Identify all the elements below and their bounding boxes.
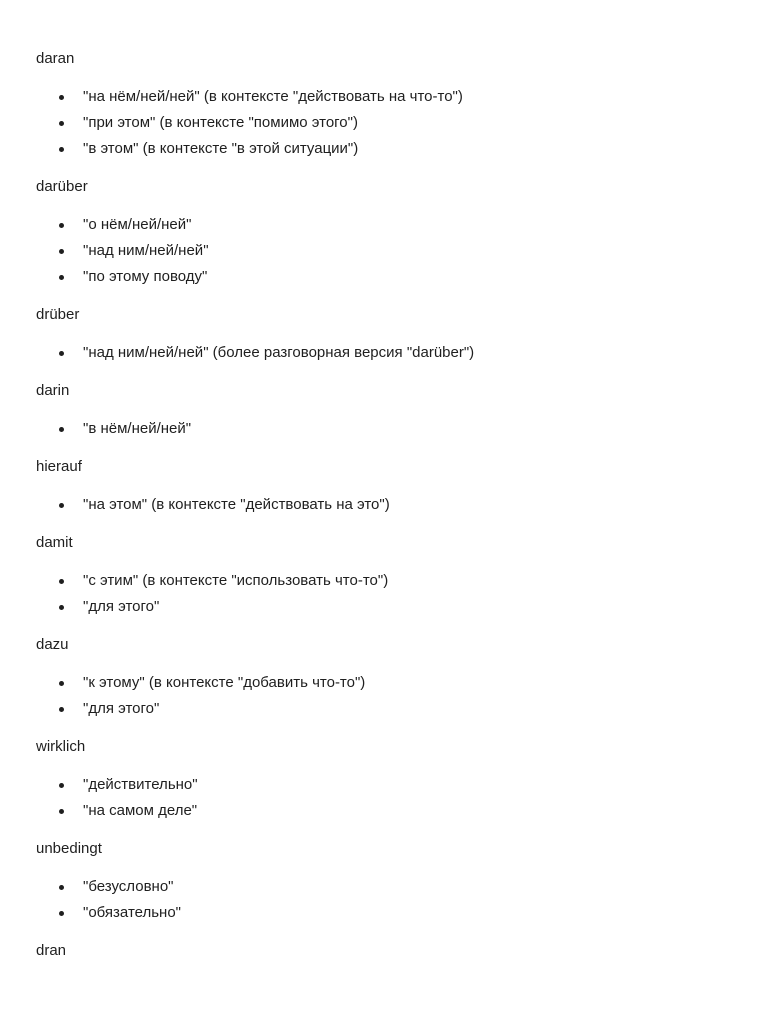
glossary-entry [36, 839, 736, 923]
definition-item [36, 267, 736, 287]
glossary-entry [36, 457, 736, 515]
bullet-icon [59, 681, 64, 686]
definition-list [36, 877, 736, 923]
definition-item [36, 597, 736, 617]
glossary-entry [36, 737, 736, 821]
definition-item [36, 877, 736, 897]
definition-text: "безусловно" [83, 878, 174, 895]
definition-text: "для этого" [83, 700, 160, 717]
bullet-icon [59, 809, 64, 814]
definition-text: "в этом" (в контексте "в этой ситуации") [83, 140, 359, 157]
definition-text: "в нём/ней/ней" [83, 420, 192, 437]
glossary-entry [36, 533, 736, 617]
glossary-entry [36, 941, 736, 961]
definition-item [36, 215, 736, 235]
definition-item [36, 495, 736, 515]
definition-list [36, 87, 736, 159]
definition-item [36, 801, 736, 821]
bullet-icon [59, 911, 64, 916]
entry-term: damit [36, 534, 73, 551]
entry-list [36, 49, 736, 961]
definition-item [36, 571, 736, 591]
definition-text: "на самом деле" [83, 802, 198, 819]
definition-text: "к этому" (в контексте "добавить что-то") [83, 674, 366, 691]
glossary-entry [36, 381, 736, 439]
bullet-icon [59, 223, 64, 228]
entry-term: darüber [36, 178, 88, 195]
definition-text: "на нём/ней/ней" (в контексте "действовать на что-то") [83, 88, 463, 105]
definition-list [36, 673, 736, 719]
glossary-document [36, 49, 736, 961]
bullet-icon [59, 249, 64, 254]
definition-list [36, 419, 736, 439]
definition-list [36, 215, 736, 287]
definition-text: "при этом" (в контексте "помимо этого") [83, 114, 358, 131]
definition-text: "над ним/ней/ней" [83, 242, 209, 259]
bullet-icon [59, 503, 64, 508]
definition-item [36, 343, 736, 363]
definition-item [36, 419, 736, 439]
definition-text: "с этим" (в контексте "использовать что-то") [83, 572, 389, 589]
entry-term: drüber [36, 306, 80, 323]
bullet-icon [59, 885, 64, 890]
definition-item [36, 241, 736, 261]
entry-term: daran [36, 50, 75, 67]
entry-term: dazu [36, 636, 69, 653]
bullet-icon [59, 783, 64, 788]
definition-item [36, 903, 736, 923]
bullet-icon [59, 427, 64, 432]
definition-text: "обязательно" [83, 904, 182, 921]
bullet-icon [59, 579, 64, 584]
definition-text: "о нём/ней/ней" [83, 216, 192, 233]
entry-term: unbedingt [36, 840, 102, 857]
bullet-icon [59, 275, 64, 280]
glossary-entry [36, 635, 736, 719]
definition-text: "над ним/ней/ней" (более разговорная версия "darüber") [83, 344, 475, 361]
definition-item [36, 673, 736, 693]
definition-text: "на этом" (в контексте "действовать на это") [83, 496, 390, 513]
definition-list [36, 495, 736, 515]
definition-list [36, 571, 736, 617]
definition-text: "действительно" [83, 776, 198, 793]
bullet-icon [59, 605, 64, 610]
bullet-icon [59, 707, 64, 712]
glossary-entry [36, 49, 736, 159]
entry-term: wirklich [36, 738, 86, 755]
definition-item [36, 139, 736, 159]
definition-item [36, 699, 736, 719]
definition-text: "для этого" [83, 598, 160, 615]
definition-item [36, 775, 736, 795]
bullet-icon [59, 121, 64, 126]
definition-list [36, 343, 736, 363]
glossary-entry [36, 305, 736, 363]
definition-list [36, 775, 736, 821]
glossary-entry [36, 177, 736, 287]
entry-term: dran [36, 942, 67, 959]
bullet-icon [59, 147, 64, 152]
bullet-icon [59, 95, 64, 100]
definition-text: "по этому поводу" [83, 268, 208, 285]
definition-item [36, 87, 736, 107]
bullet-icon [59, 351, 64, 356]
definition-item [36, 113, 736, 133]
entry-term: hierauf [36, 458, 82, 475]
entry-term: darin [36, 382, 70, 399]
